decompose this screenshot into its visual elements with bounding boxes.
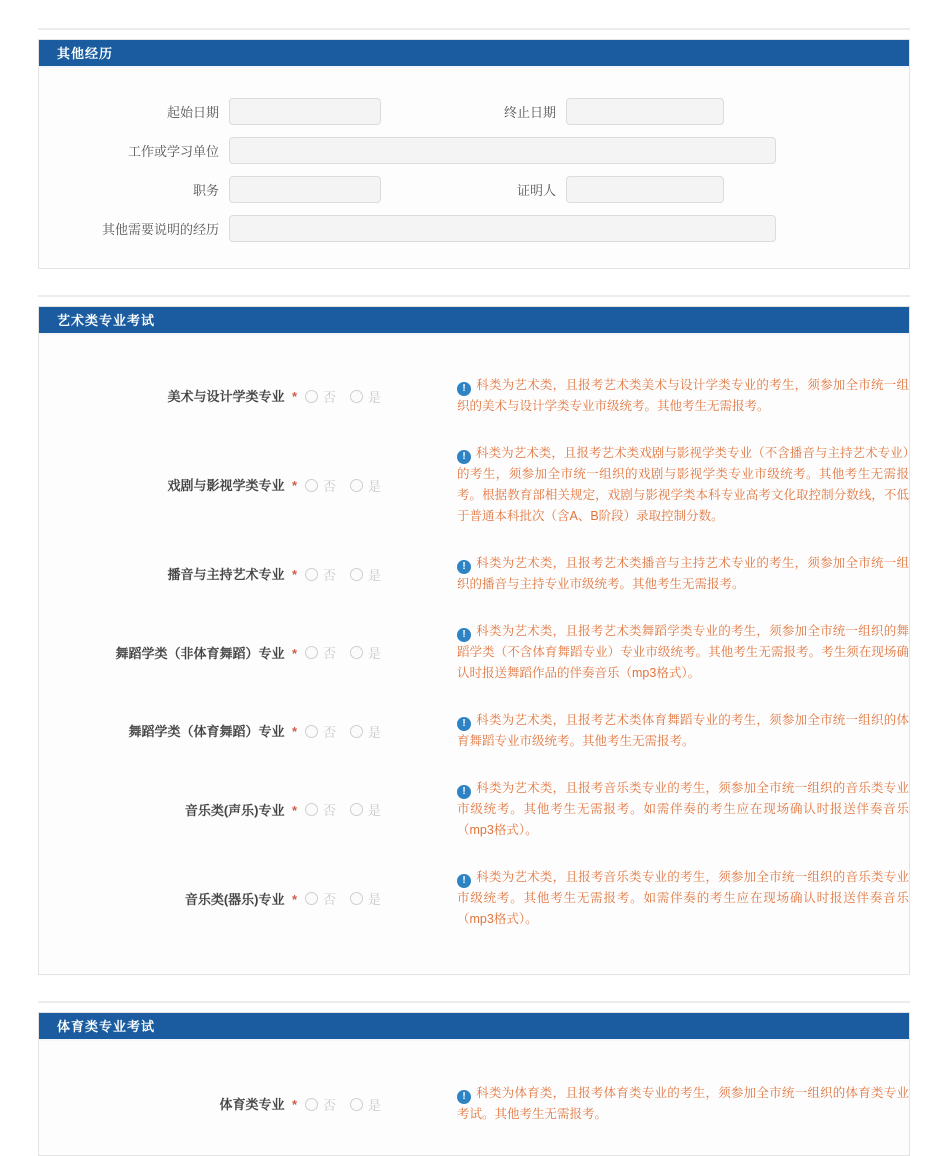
radio-group — [305, 889, 455, 908]
exam-row-label: 播音与主持艺术专业 — [167, 567, 285, 582]
radio-icon[interactable] — [305, 803, 318, 816]
exam-row-label: 音乐类(声乐)专业 — [184, 802, 285, 818]
radio-group — [305, 476, 455, 495]
end-date-label: 终止日期 — [503, 105, 556, 120]
exam-row-info — [457, 621, 909, 684]
panel-other-experience — [38, 39, 910, 269]
exam-row-dance-non-sport — [39, 621, 909, 684]
exam-row-info — [457, 443, 909, 527]
form-row-other-notes — [39, 215, 909, 242]
section-divider — [38, 1001, 910, 1003]
info-text: 科类为艺术类，且报考艺术类播音与主持艺术专业的考生，须参加全市统一组织的播音与主持专业市级统考。其他考生无需报考。 — [457, 556, 909, 591]
radio-label-no: 否 — [323, 724, 337, 740]
radio-label-no: 否 — [323, 389, 337, 405]
panel-title-other-experience: 其他经历 — [39, 40, 909, 68]
radio-option-yes[interactable] — [350, 476, 381, 495]
radio-icon[interactable] — [350, 390, 363, 403]
radio-label-yes: 是 — [368, 1097, 382, 1113]
radio-icon[interactable] — [305, 725, 318, 738]
info-text: 科类为艺术类，且报考音乐类专业的考生，须参加全市统一组织的音乐类专业市级统考。其他考生无需报考。如需伴奏的考生应在现场确认时报送伴奏音乐（mp3格式）。 — [457, 781, 909, 837]
radio-option-yes[interactable] — [350, 643, 381, 662]
info-icon: ! — [457, 560, 471, 574]
radio-label-yes: 是 — [368, 389, 382, 405]
radio-label-yes: 是 — [368, 646, 382, 661]
radio-option-yes[interactable] — [350, 889, 381, 908]
exam-row-label: 舞蹈学类（体育舞蹈）专业 — [128, 724, 285, 739]
radio-icon[interactable] — [305, 646, 318, 659]
exam-row-info — [457, 778, 909, 841]
info-icon: ! — [457, 382, 471, 396]
radio-icon[interactable] — [350, 568, 363, 581]
panel-title-sports-exam: 体育类专业考试 — [39, 1013, 909, 1041]
radio-icon[interactable] — [305, 1098, 318, 1111]
reference-input[interactable] — [566, 176, 724, 203]
required-asterisk: * — [291, 724, 297, 739]
required-asterisk: * — [291, 802, 297, 818]
section-divider — [38, 295, 910, 297]
exam-row-info — [457, 1083, 909, 1125]
radio-label-yes: 是 — [368, 892, 382, 907]
exam-row-label: 体育类专业 — [219, 1097, 285, 1112]
work-unit-label: 工作或学习单位 — [127, 144, 219, 159]
radio-icon[interactable] — [350, 646, 363, 659]
other-notes-label: 其他需要说明的经历 — [101, 222, 219, 237]
info-icon: ! — [457, 785, 471, 799]
info-text: 科类为艺术类，且报考艺术类美术与设计学类专业的考生，须参加全市统一组织的美术与设计学类专业市级统考。其他考生无需报考。 — [457, 378, 909, 413]
info-text: 科类为艺术类，且报考艺术类体育舞蹈专业的考生，须参加全市统一组织的体育舞蹈专业市级统考。其他考生无需报考。 — [457, 713, 909, 748]
exam-row-label: 音乐类(器乐)专业 — [184, 891, 285, 907]
info-icon: ! — [457, 450, 471, 464]
radio-label-no: 否 — [323, 1097, 337, 1113]
radio-icon[interactable] — [350, 803, 363, 816]
radio-icon[interactable] — [350, 1098, 363, 1111]
reference-label: 证明人 — [516, 183, 556, 198]
end-date-input[interactable] — [566, 98, 724, 125]
radio-icon[interactable] — [305, 892, 318, 905]
radio-label-yes: 是 — [368, 567, 382, 583]
radio-label-no: 否 — [323, 892, 337, 907]
info-icon: ! — [457, 628, 471, 642]
art-exam-rows — [39, 335, 909, 974]
required-asterisk: * — [291, 389, 297, 404]
info-text: 科类为艺术类，且报考艺术类舞蹈学类专业的考生，须参加全市统一组织的舞蹈学类（不含体育舞蹈专业）专业市级统考。其他考生无需报考。考生须在现场确认时报送舞蹈作品的伴奏音乐（mp3格式）。 — [457, 624, 909, 680]
exam-row-dance-sport — [39, 710, 909, 752]
exam-row-music-vocal — [39, 778, 909, 841]
radio-icon[interactable] — [350, 479, 363, 492]
work-unit-input[interactable] — [229, 137, 776, 164]
other-experience-form — [39, 68, 909, 268]
start-date-input[interactable] — [229, 98, 381, 125]
radio-label-yes: 是 — [368, 724, 382, 740]
exam-row-broadcast-hosting — [39, 553, 909, 595]
exam-row-label: 舞蹈学类（非体育舞蹈）专业 — [115, 645, 285, 661]
required-asterisk: * — [291, 645, 297, 661]
exam-row-label: 戏剧与影视学类专业 — [167, 478, 285, 493]
form-row-dates — [39, 98, 909, 125]
required-asterisk: * — [291, 891, 297, 907]
position-input[interactable] — [229, 176, 381, 203]
radio-label-no: 否 — [323, 646, 337, 661]
radio-option-yes[interactable] — [350, 387, 381, 406]
radio-group — [305, 722, 455, 741]
panel-sports-exam — [38, 1012, 910, 1156]
section-divider — [38, 28, 910, 30]
sports-exam-rows — [39, 1041, 909, 1155]
radio-option-yes[interactable] — [350, 565, 381, 584]
radio-group — [305, 1095, 455, 1114]
exam-row-art-design — [39, 375, 909, 417]
exam-row-sports — [39, 1083, 909, 1125]
radio-icon[interactable] — [350, 892, 363, 905]
radio-group — [305, 643, 455, 662]
exam-row-label: 美术与设计学类专业 — [167, 389, 285, 404]
required-asterisk: * — [291, 1097, 297, 1112]
radio-option-no[interactable] — [305, 722, 336, 741]
radio-icon[interactable] — [305, 568, 318, 581]
radio-option-yes[interactable] — [350, 800, 381, 819]
form-row-position — [39, 176, 909, 203]
start-date-label: 起始日期 — [166, 105, 219, 120]
radio-option-no[interactable] — [305, 643, 336, 662]
radio-icon[interactable] — [305, 479, 318, 492]
radio-option-no[interactable] — [305, 387, 336, 406]
exam-row-drama-film — [39, 443, 909, 527]
radio-group — [305, 800, 455, 819]
radio-option-no[interactable] — [305, 889, 336, 908]
info-icon: ! — [457, 1090, 471, 1104]
radio-option-no[interactable] — [305, 565, 336, 584]
form-row-work-unit — [39, 137, 909, 164]
radio-group — [305, 387, 455, 406]
info-text: 科类为艺术类，且报考音乐类专业的考生，须参加全市统一组织的音乐类专业市级统考。其他考生无需报考。如需伴奏的考生应在现场确认时报送伴奏音乐（mp3格式）。 — [457, 870, 909, 926]
info-icon: ! — [457, 874, 471, 888]
panel-title-art-exam: 艺术类专业考试 — [39, 307, 909, 335]
radio-option-no[interactable] — [305, 476, 336, 495]
radio-icon[interactable] — [350, 725, 363, 738]
exam-row-info — [457, 710, 909, 752]
info-text: 科类为体育类，且报考体育类专业的考生，须参加全市统一组织的体育类专业考试。其他考生无需报考。 — [457, 1086, 909, 1121]
radio-group — [305, 565, 455, 584]
radio-label-yes: 是 — [368, 803, 382, 818]
radio-option-no[interactable] — [305, 1095, 336, 1114]
position-label: 职务 — [192, 183, 219, 198]
exam-row-music-instrumental — [39, 867, 909, 930]
other-notes-input[interactable] — [229, 215, 776, 242]
radio-icon[interactable] — [305, 390, 318, 403]
radio-label-yes: 是 — [368, 478, 382, 494]
radio-option-yes[interactable] — [350, 722, 381, 741]
radio-option-no[interactable] — [305, 800, 336, 819]
info-text: 科类为艺术类，且报考艺术类戏剧与影视学类专业（不含播音与主持艺术专业）的考生，须参加全市统一组织的戏剧与影视学类专业市级统考。其他考生无需报考。根据教育部相关规定，戏剧与影视学类本科专业高考文化取控制分数线，不低于普通本科批次（含A、B阶段）录取控制分数。 — [457, 446, 909, 523]
radio-label-no: 否 — [323, 567, 337, 583]
required-asterisk: * — [291, 478, 297, 493]
radio-option-yes[interactable] — [350, 1095, 381, 1114]
radio-label-no: 否 — [323, 478, 337, 494]
radio-label-no: 否 — [323, 803, 337, 818]
exam-row-info — [457, 867, 909, 930]
exam-row-info — [457, 553, 909, 595]
info-icon: ! — [457, 717, 471, 731]
required-asterisk: * — [291, 567, 297, 582]
exam-row-info — [457, 375, 909, 417]
panel-art-exam — [38, 306, 910, 975]
